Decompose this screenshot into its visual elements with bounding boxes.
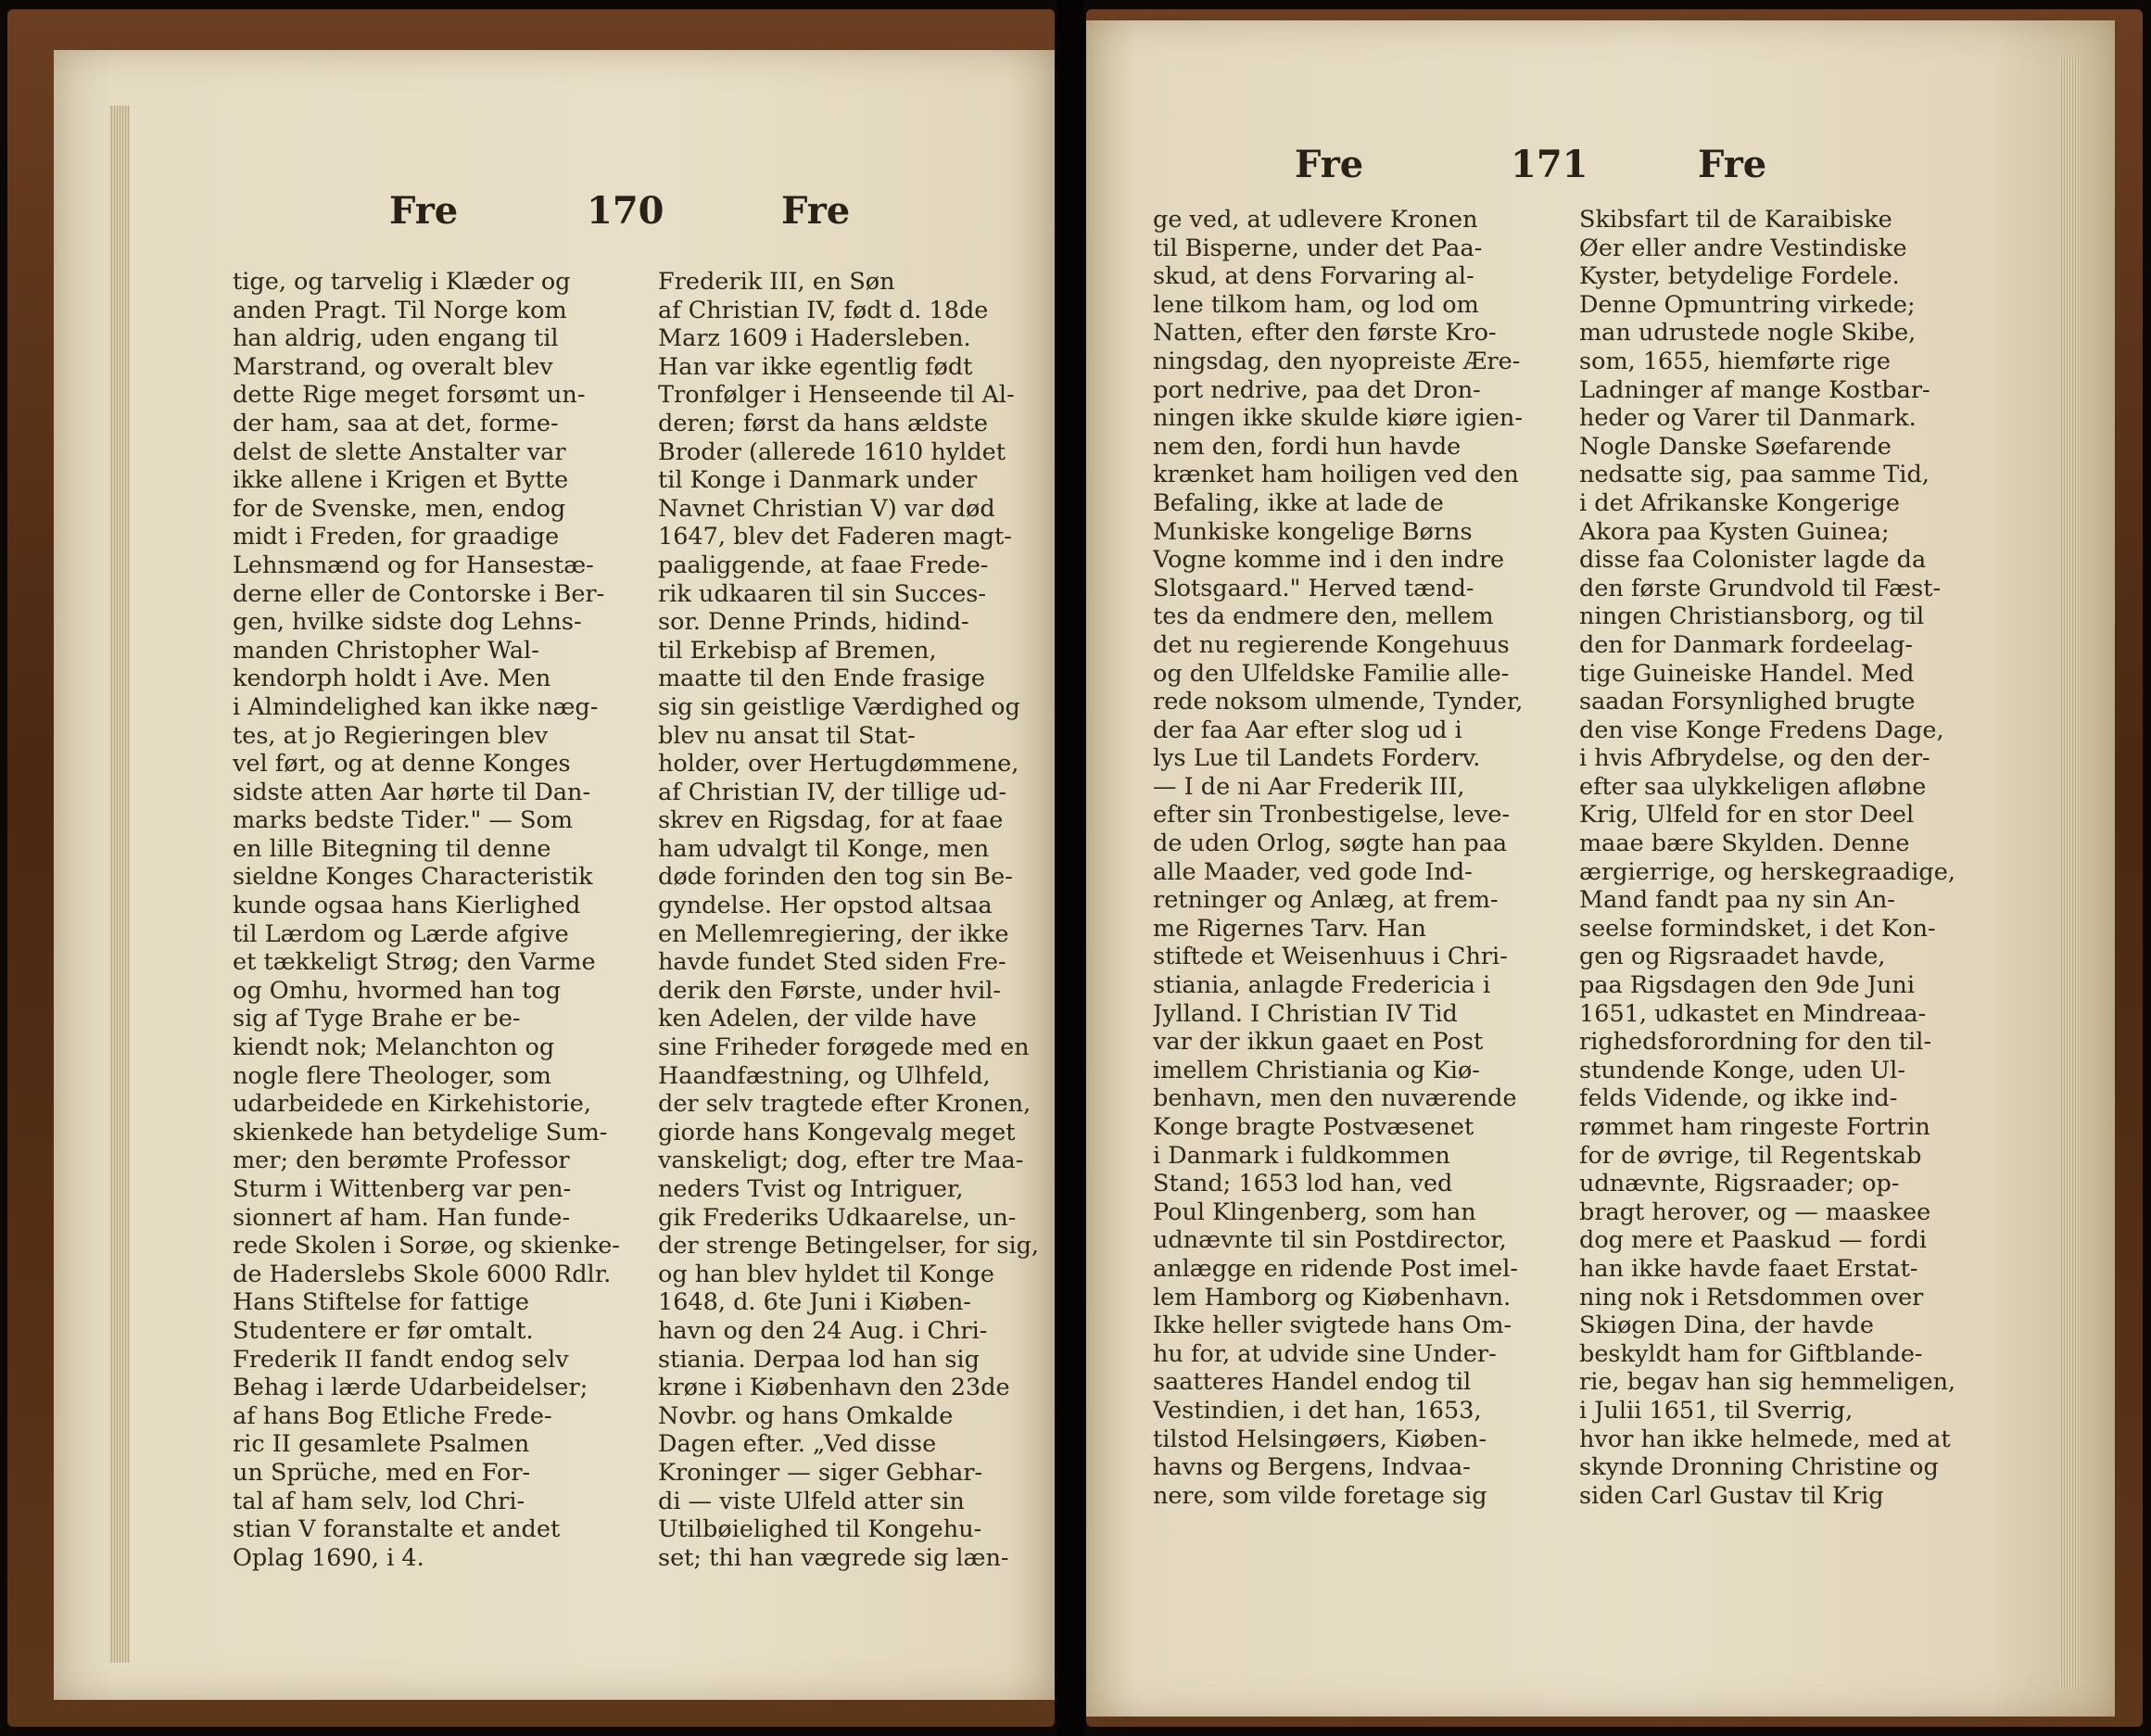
text-line: seelse formindsket, i det Kon- <box>1579 914 1936 943</box>
text-line: Kroninger — siger Gebhar- <box>658 1458 983 1487</box>
text-line: Han var ikke egentlig født <box>658 352 973 381</box>
text-line: den for Danmark fordeelag- <box>1579 630 1914 659</box>
text-line: de Haderslebs Skole 6000 Rdlr. <box>233 1260 612 1288</box>
text-line: hu for, at udvide sine Under- <box>1153 1339 1497 1368</box>
text-line: som, 1655, hiemførte rige <box>1579 347 1891 375</box>
text-line: sidste atten Aar hørte til Dan- <box>233 778 591 806</box>
text-line: Hans Stiftelse for fattige <box>233 1288 529 1317</box>
text-line: giorde hans Kongevalg meget <box>658 1118 1016 1147</box>
text-line: neders Tvist og Intriguer, <box>658 1175 964 1203</box>
text-line: var der ikkun gaaet en Post <box>1153 1028 1484 1057</box>
text-line: midt i Freden, for graadige <box>233 523 560 551</box>
text-line: i Danmark i fuldkommen <box>1153 1141 1450 1170</box>
text-line: en lille Bitegning til denne <box>233 834 551 863</box>
text-line: gyndelse. Her opstod altsaa <box>658 892 993 920</box>
text-line: skrev en Rigsdag, for at faae <box>658 806 1004 835</box>
text-line: til Bisperne, under det Paa- <box>1153 234 1483 262</box>
text-line: det nu regierende Kongehuus <box>1153 630 1510 659</box>
text-line: et tækkeligt Strøg; den Varme <box>233 948 596 977</box>
text-line: Poul Klingenberg, som han <box>1153 1197 1476 1226</box>
text-line: tige Guineiske Handel. Med <box>1579 659 1915 688</box>
text-line: rede Skolen i Sorøe, og skienke- <box>233 1232 620 1261</box>
text-line: Vogne komme ind i den indre <box>1153 546 1505 575</box>
left-column-1 <box>233 268 633 1572</box>
text-line: ningsdag, den nyopreiste Ære- <box>1153 347 1521 375</box>
text-line: ning nok i Retsdommen over <box>1579 1283 1924 1312</box>
text-line: Behag i lærde Udarbeidelser; <box>233 1374 588 1402</box>
text-line: Munkiske kongelige Børns <box>1153 517 1473 546</box>
left-header-left: Fre <box>389 189 459 233</box>
text-line: Novbr. og hans Omkalde <box>658 1401 954 1430</box>
text-line: ningen ikke skulde kiøre igien- <box>1153 404 1523 433</box>
text-line: stian V foranstalte et andet <box>233 1515 561 1544</box>
left-page <box>54 50 1055 1700</box>
text-line: udnævnte, Rigsraader; op- <box>1579 1170 1900 1198</box>
text-line: nere, som vilde foretage sig <box>1153 1481 1487 1510</box>
text-line: di — viste Ulfeld atter sin <box>658 1487 965 1515</box>
text-line: rede noksom ulmende, Tynder, <box>1153 688 1524 716</box>
text-line: Krig, Ulfeld for en stor Deel <box>1579 801 1915 830</box>
text-line: der strenge Betingelser, for sig, <box>658 1232 1040 1261</box>
text-line: i hvis Afbrydelse, og den der- <box>1579 744 1930 773</box>
text-line: sine Friheder forøgede med en <box>658 1033 1030 1062</box>
text-line: og Omhu, hvormed han tog <box>233 976 562 1005</box>
right-column-1 <box>1153 206 1565 1510</box>
text-line: heder og Varer til Danmark. <box>1579 404 1917 433</box>
text-line: 1647, blev det Faderen magt- <box>658 523 1012 551</box>
text-line: for de øvrige, til Regentskab <box>1579 1141 1922 1170</box>
right-page-edge <box>2059 57 2080 1689</box>
text-line: rømmet ham ringeste Fortrin <box>1579 1113 1930 1141</box>
text-line: dette Rige meget forsømt un- <box>233 381 586 410</box>
text-line: og han blev hyldet til Konge <box>658 1260 994 1288</box>
text-line: Marstrand, og overalt blev <box>233 352 553 381</box>
text-line: havn og den 24 Aug. i Chri- <box>658 1316 988 1345</box>
text-line: retninger og Anlæg, at frem- <box>1153 886 1499 915</box>
text-line: havns og Bergens, Indvaa- <box>1153 1453 1471 1482</box>
left-header-right: Fre <box>781 189 851 233</box>
text-line: set; thi han vægrede sig læn- <box>658 1543 1009 1572</box>
text-line: tige, og tarvelig i Klæder og <box>233 268 571 296</box>
text-line: hvor han ikke helmede, med at <box>1579 1425 1951 1453</box>
text-line: de uden Orlog, søgte han paa <box>1153 830 1508 858</box>
text-line: Marz 1609 i Hadersleben. <box>658 324 971 353</box>
text-line: til Konge i Danmark under <box>658 466 978 495</box>
text-line: Frederik III, en Søn <box>658 268 895 296</box>
text-line: deren; først da hans ældste <box>658 409 988 437</box>
text-line: felds Vidende, og ikke ind- <box>1579 1084 1898 1113</box>
text-line: maae bære Skylden. Denne <box>1579 830 1910 858</box>
text-line: sig af Tyge Brahe er be- <box>233 1005 521 1033</box>
text-line: Denne Opmuntring virkede; <box>1579 290 1916 319</box>
text-line: vanskeligt; dog, efter tre Maa- <box>658 1147 1024 1175</box>
text-line: han aldrig, uden engang til <box>233 324 559 353</box>
text-line: holder, over Hertugdømmene, <box>658 750 1019 779</box>
text-line: rie, begav han sig hemmeligen, <box>1579 1368 1956 1397</box>
right-header-left: Fre <box>1295 143 1364 186</box>
text-line: vel ført, og at denne Konges <box>233 750 571 779</box>
text-line: Stand; 1653 lod han, ved <box>1153 1170 1453 1198</box>
text-line: sieldne Konges Characteristik <box>233 863 593 892</box>
text-line: mer; den berømte Professor <box>233 1147 570 1175</box>
text-line: siden Carl Gustav til Krig <box>1579 1481 1884 1510</box>
text-line: udnævnte til sin Postdirector, <box>1153 1226 1507 1255</box>
text-line: af Christian IV, født d. 18de <box>658 296 989 324</box>
left-page-number: 170 <box>587 189 664 233</box>
text-line: af Christian IV, der tillige ud- <box>658 778 1006 806</box>
text-line: efter sin Tronbestigelse, leve- <box>1153 801 1511 830</box>
text-line: krænket ham hoiligen ved den <box>1153 461 1519 489</box>
text-line: Frederik II fandt endog selv <box>233 1345 569 1374</box>
text-line: Ladninger af mange Kostbar- <box>1579 375 1930 404</box>
text-line: Skiøgen Dina, der havde <box>1579 1312 1874 1340</box>
text-line: skud, at dens Forvaring al- <box>1153 262 1474 291</box>
text-line: skynde Dronning Christine og <box>1579 1453 1939 1482</box>
text-line: Mand fandt paa ny sin An- <box>1579 886 1895 915</box>
text-line: alle Maader, ved gode Ind- <box>1153 857 1473 886</box>
text-line: tal af ham selv, lod Chri- <box>233 1487 525 1515</box>
text-line: dog mere et Paaskud — fordi <box>1579 1226 1928 1255</box>
text-line: Øer eller andre Vestindiske <box>1579 234 1907 262</box>
gutter <box>1057 0 1084 1736</box>
text-line: derne eller de Contorske i Ber- <box>233 579 605 608</box>
text-line: og den Ulfeldske Familie alle- <box>1153 659 1510 688</box>
text-line: port nedrive, paa det Dron- <box>1153 375 1481 404</box>
text-line: Oplag 1690, i 4. <box>233 1543 424 1572</box>
text-line: ningen Christiansborg, og til <box>1579 602 1925 631</box>
text-line: i det Afrikanske Kongerige <box>1579 488 1900 517</box>
text-line: stiftede et Weisenhuus i Chri- <box>1153 943 1508 971</box>
text-line: Navnet Christian V) var død <box>658 494 995 523</box>
text-line: disse faa Colonister lagde da <box>1579 546 1927 575</box>
text-line: blev nu ansat til Stat- <box>658 721 916 750</box>
text-line: rik udkaaren til sin Succes- <box>658 579 986 608</box>
text-line: paaliggende, at faae Frede- <box>658 551 989 579</box>
text-line: Haandfæstning, og Ulhfeld, <box>658 1061 991 1090</box>
text-line: anlægge en ridende Post imel- <box>1153 1254 1519 1283</box>
text-line: Skibsfart til de Karaibiske <box>1579 206 1892 234</box>
text-line: til Lærdom og Lærde afgive <box>233 919 569 948</box>
text-line: benhavn, men den nuværende <box>1153 1084 1517 1113</box>
text-line: Studentere er før omtalt. <box>233 1316 534 1345</box>
text-line: der ham, saa at det, forme- <box>233 409 559 437</box>
text-line: Ikke heller svigtede hans Om- <box>1153 1312 1512 1340</box>
right-header-right: Fre <box>1698 143 1767 186</box>
text-line: lem Hamborg og Kiøbenhavn. <box>1153 1283 1512 1312</box>
text-line: Broder (allerede 1610 hyldet <box>658 437 1006 466</box>
text-line: Lehnsmænd og for Hansestæ- <box>233 551 594 579</box>
text-line: 1648, d. 6te Juni i Kiøben- <box>658 1288 971 1317</box>
text-line: man udrustede nogle Skibe, <box>1579 319 1917 348</box>
text-line: Konge bragte Postvæsenet <box>1153 1113 1474 1141</box>
text-line: derik den Første, under hvil- <box>658 976 1002 1005</box>
text-line: 1651, udkastet en Mindreaa- <box>1579 999 1927 1028</box>
text-line: imellem Christiania og Kiø- <box>1153 1056 1480 1084</box>
text-line: havde fundet Sted siden Fre- <box>658 948 1006 977</box>
text-line: han ikke havde faaet Erstat- <box>1579 1254 1918 1283</box>
text-line: stiania. Derpaa lod han sig <box>658 1345 980 1374</box>
text-line: un Sprüche, med en For- <box>233 1458 531 1487</box>
text-line: kunde ogsaa hans Kierlighed <box>233 892 581 920</box>
text-line: ric II gesamlete Psalmen <box>233 1430 530 1459</box>
text-line: Nogle Danske Søefarende <box>1579 432 1892 461</box>
text-line: Dagen efter. „Ved disse <box>658 1430 937 1459</box>
text-line: ikke allene i Krigen et Bytte <box>233 466 569 495</box>
text-line: Slotsgaard." Herved tænd- <box>1153 574 1474 602</box>
text-line: krøne i Kiøbenhavn den 23de <box>658 1374 1010 1402</box>
text-line: lene tilkom ham, og lod om <box>1153 290 1479 319</box>
text-line: beskyldt ham for Giftblande- <box>1579 1339 1923 1368</box>
text-line: en Mellemregiering, der ikke <box>658 919 1009 948</box>
text-line: — I de ni Aar Frederik III, <box>1153 772 1465 801</box>
text-line: saatteres Handel endog til <box>1153 1368 1472 1397</box>
text-line: paa Rigsdagen den 9de Juni <box>1579 971 1915 1000</box>
text-line: sig sin geistlige Værdighed og <box>658 692 1020 721</box>
text-line: Kyster, betydelige Fordele. <box>1579 262 1900 291</box>
text-line: nedsatte sig, paa samme Tid, <box>1579 461 1930 489</box>
text-line: marks bedste Tider." — Som <box>233 806 573 835</box>
text-line: Natten, efter den første Kro- <box>1153 319 1497 348</box>
text-line: tes da endmere den, mellem <box>1153 602 1494 631</box>
text-line: den vise Konge Fredens Dage, <box>1579 716 1944 744</box>
text-line: af hans Bog Etliche Frede- <box>233 1401 552 1430</box>
text-line: for de Svenske, men, endog <box>233 494 566 523</box>
text-line: ken Adelen, der vilde have <box>658 1005 977 1033</box>
text-line: manden Christopher Wal- <box>233 636 539 665</box>
text-line: Utilbøielighed til Kongehu- <box>658 1515 982 1544</box>
text-line: Akora paa Kysten Guinea; <box>1579 517 1890 546</box>
text-line: ge ved, at udlevere Kronen <box>1153 206 1478 234</box>
text-line: i Almindelighed kan ikke næg- <box>233 692 599 721</box>
text-line: udarbeidede en Kirkehistorie, <box>233 1090 592 1119</box>
text-line: anden Pragt. Til Norge kom <box>233 296 567 324</box>
text-line: skienkede han betydelige Sum- <box>233 1118 608 1147</box>
right-page <box>1086 20 2115 1717</box>
text-line: righedsforordning for den til- <box>1579 1028 1932 1057</box>
text-line: me Rigernes Tarv. Han <box>1153 914 1426 943</box>
text-line: Befaling, ikke at lade de <box>1153 488 1444 517</box>
text-line: der selv tragtede efter Kronen, <box>658 1090 1031 1119</box>
text-line: saadan Forsynlighed brugte <box>1579 688 1916 716</box>
text-line: Sturm i Wittenberg var pen- <box>233 1175 572 1203</box>
text-line: Jylland. I Christian IV Tid <box>1153 999 1458 1028</box>
text-line: tilstod Helsingøers, Kiøben- <box>1153 1425 1487 1453</box>
text-line: kendorph holdt i Ave. Men <box>233 665 551 693</box>
text-line: der faa Aar efter slog ud i <box>1153 716 1462 744</box>
left-column-2 <box>658 268 1052 1572</box>
text-line: Vestindien, i det han, 1653, <box>1153 1396 1482 1425</box>
text-line: nogle flere Theologer, som <box>233 1061 551 1090</box>
left-page-edge <box>109 106 130 1663</box>
text-line: døde forinden den tog sin Be- <box>658 863 1013 892</box>
text-line: Tronfølger i Henseende til Al- <box>658 381 1015 410</box>
text-line: ærgierrige, og herskegraadige, <box>1579 857 1955 886</box>
text-line: til Erkebisp af Bremen, <box>658 636 937 665</box>
right-page-number: 171 <box>1511 143 1588 186</box>
text-line: sor. Denne Prinds, hidind- <box>658 608 969 637</box>
right-column-2 <box>1579 206 1994 1510</box>
text-line: stundende Konge, uden Ul- <box>1579 1056 1905 1084</box>
text-line: tes, at jo Regieringen blev <box>233 721 549 750</box>
text-line: bragt herover, og — maaskee <box>1579 1197 1931 1226</box>
text-line: kiendt nok; Melanchton og <box>233 1033 555 1062</box>
text-line: gik Frederiks Udkaarelse, un- <box>658 1203 1017 1232</box>
text-line: den første Grundvold til Fæst- <box>1579 574 1942 602</box>
text-line: maatte til den Ende frasige <box>658 665 985 693</box>
text-line: efter saa ulykkeligen afløbne <box>1579 772 1927 801</box>
text-line: nem den, fordi hun havde <box>1153 432 1461 461</box>
text-line: lys Lue til Landets Forderv. <box>1153 744 1481 773</box>
text-line: ham udvalgt til Konge, men <box>658 834 990 863</box>
text-line: i Julii 1651, til Sverrig, <box>1579 1396 1854 1425</box>
text-line: gen, hvilke sidste dog Lehns- <box>233 608 582 637</box>
text-line: stiania, anlagde Fredericia i <box>1153 971 1491 1000</box>
text-line: delst de slette Anstalter var <box>233 437 566 466</box>
text-line: sionnert af ham. Han funde- <box>233 1203 571 1232</box>
text-line: gen og Rigsraadet havde, <box>1579 943 1886 971</box>
